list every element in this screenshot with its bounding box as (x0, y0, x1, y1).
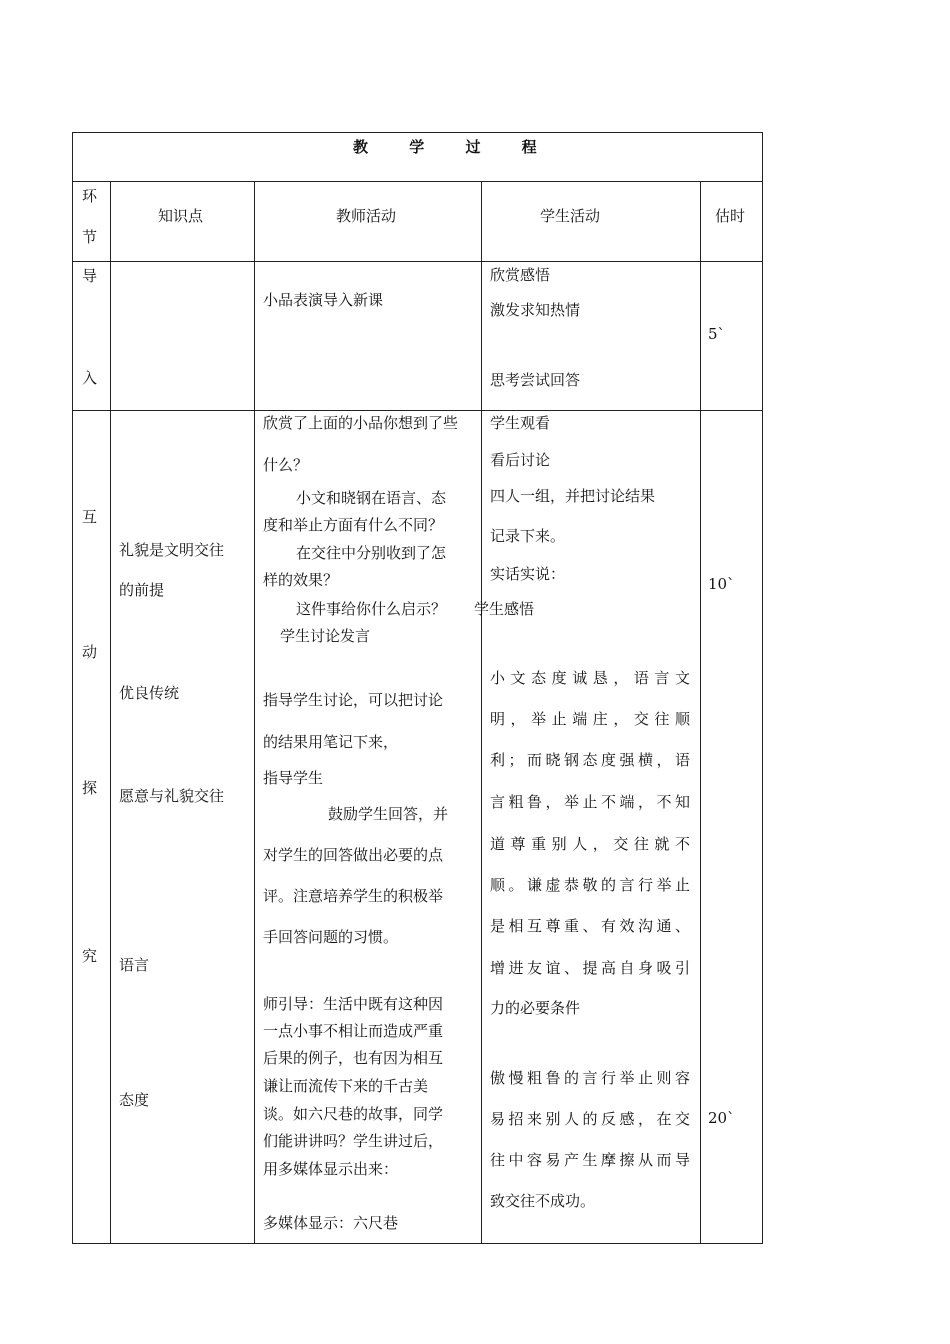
teacher-line-21: 们能讲讲吗？学生讲过后， (263, 1132, 444, 1150)
row2-time-1: 10` (708, 575, 735, 593)
teacher-line-3: 小文和晓钢在语言、态 (296, 489, 447, 507)
teacher-line-13: 对学生的回答做出必要的点 (263, 846, 444, 864)
col-divider-1 (110, 181, 111, 1244)
teacher-line-5: 在交往中分别收到了怎 (296, 544, 447, 562)
student-line-8: 明，举止端庄，交往顺 (490, 710, 690, 728)
student-line-3: 四人一组，并把讨论结果 (490, 487, 656, 505)
teacher-line-17: 一点小事不相让而造成严重 (263, 1022, 444, 1040)
row2-section-3: 探 (82, 779, 98, 797)
student-line-11: 道尊重别人，交往就不 (490, 835, 690, 853)
header-student: 学生活动 (540, 207, 601, 225)
teacher-line-10: 的结果用笔记下来， (263, 733, 399, 751)
col-divider-2 (254, 181, 255, 1244)
header-section-1: 环 (82, 187, 98, 205)
student-line-9: 利；而晓钢态度强横，语 (490, 751, 690, 769)
student-line-6: 学生感悟 (474, 600, 535, 618)
student-line-13: 是相互尊重、有效沟通、 (490, 917, 690, 935)
teacher-line-16: 师引导：生活中既有这种因 (263, 995, 444, 1013)
header-teacher: 教师活动 (336, 207, 397, 225)
teacher-line-9: 指导学生讨论，可以把讨论 (263, 691, 444, 709)
knowledge-2: 的前提 (119, 581, 165, 599)
teacher-line-6: 样的效果？ (263, 571, 339, 589)
teacher-line-4: 度和举止方面有什么不同？ (263, 516, 444, 534)
teacher-line-23: 多媒体显示：六尺巷 (263, 1214, 399, 1232)
teacher-line-11: 指导学生 (263, 769, 324, 787)
row1-student-2: 激发求知热情 (490, 301, 581, 319)
teacher-line-15: 手回答问题的习惯。 (263, 928, 399, 946)
knowledge-4: 愿意与礼貌交往 (119, 787, 225, 805)
teacher-line-12: 鼓励学生回答，并 (328, 805, 449, 823)
teacher-line-20: 谈。如六尺巷的故事，同学 (263, 1105, 444, 1123)
student-line-16: 傲慢粗鲁的言行举止则容 (490, 1069, 690, 1087)
col-divider-4 (700, 181, 701, 1244)
header-knowledge: 知识点 (158, 207, 204, 225)
row1-section-1: 导 (82, 267, 98, 285)
col-divider-3 (481, 181, 482, 1244)
row1-student-1: 欣赏感悟 (490, 266, 551, 284)
teacher-line-14: 评。注意培养学生的积极举 (263, 887, 444, 905)
student-line-18: 往中容易产生摩擦从而导 (490, 1151, 690, 1169)
row1-time: 5` (708, 325, 726, 343)
row-divider (72, 410, 763, 411)
teacher-line-8: 学生讨论发言 (280, 627, 371, 645)
student-line-10: 言粗鲁，举止不端，不知 (490, 793, 690, 811)
student-line-19: 致交往不成功。 (490, 1192, 596, 1210)
student-line-15: 力的必要条件 (490, 999, 581, 1017)
knowledge-1: 礼貌是文明交往 (119, 541, 225, 559)
header-section-2: 节 (82, 228, 98, 246)
student-line-17: 易招来别人的反感，在交 (490, 1110, 690, 1128)
knowledge-3: 优良传统 (119, 684, 180, 702)
header-time: 估时 (715, 207, 746, 225)
row2-section-4: 究 (82, 947, 98, 965)
student-line-12: 顺。谦虚恭敬的言行举止 (490, 876, 690, 894)
row2-section-1: 互 (82, 508, 98, 526)
student-line-1: 学生观看 (490, 414, 551, 432)
student-line-7: 小文态度诚恳，语言文 (490, 669, 690, 687)
student-line-5: 实话实说： (490, 565, 566, 583)
teacher-line-22: 用多媒体显示出来： (263, 1160, 399, 1178)
teacher-line-18: 后果的例子，也有因为相互 (263, 1049, 444, 1067)
teacher-line-2: 什么？ (263, 456, 309, 474)
row1-section-2: 入 (82, 369, 98, 387)
student-line-4: 记录下来。 (490, 527, 566, 545)
knowledge-5: 语言 (119, 956, 150, 974)
title-divider (72, 181, 763, 182)
student-line-2: 看后讨论 (490, 451, 551, 469)
knowledge-6: 态度 (119, 1091, 150, 1109)
teacher-line-19: 谦让而流传下来的千古美 (263, 1077, 429, 1095)
row1-teacher-1: 小品表演导入新课 (263, 291, 384, 309)
row2-section-2: 动 (82, 643, 98, 661)
student-line-14: 增进友谊、提高自身吸引 (490, 959, 690, 977)
teacher-line-1: 欣赏了上面的小品你想到了些 (263, 414, 459, 432)
table-title: 教 学 过 程 (353, 138, 555, 156)
header-divider (72, 261, 763, 262)
row1-student-3: 思考尝试回答 (490, 371, 581, 389)
teacher-line-7: 这件事给你什么启示？ (296, 600, 447, 618)
row2-time-2: 20` (708, 1109, 735, 1127)
